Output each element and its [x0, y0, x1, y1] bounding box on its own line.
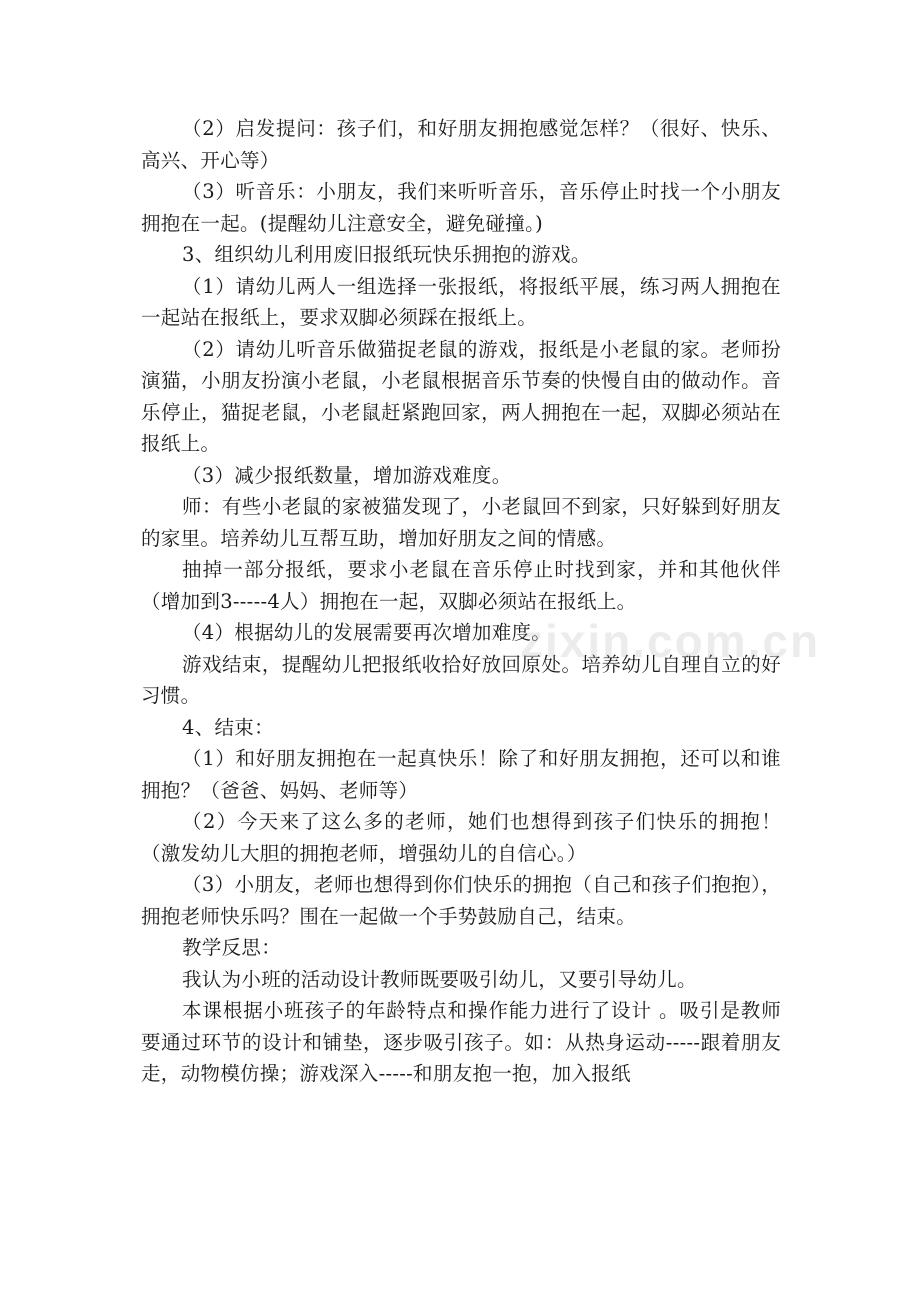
- paragraph-increase-difficulty: （4）根据幼儿的发展需要再次增加难度。: [182, 621, 552, 644]
- paragraph-hug-teachers: （2）今天来了这么多的老师，她们也想得到孩子们快乐的拥抱！（激发幼儿大胆的拥抱老师，增强幼儿的自信心。）: [141, 810, 781, 865]
- paragraph-remove-newspapers: 抽掉一部分报纸，要求小老鼠在音乐停止时找到家，并和其他伙伴（增加到3-----4人）拥抱在一起，双脚必须站在报纸上。: [141, 558, 781, 613]
- paragraph-closing-gesture: （3）小朋友，老师也想得到你们快乐的拥抱（自己和孩子们抱抱），拥抱老师快乐吗？围在一起做一个手势鼓励自己，结束。: [141, 873, 781, 928]
- paragraph-teacher-remark: 师：有些小老鼠的家被猫发现了，小老鼠回不到家，只好躲到好朋友的家里。培养幼儿互帮互助，增加好朋友之间的情感。: [141, 495, 781, 550]
- paragraph-step-3-heading: 3、组织幼儿利用废旧报纸玩快乐拥抱的游戏。: [182, 243, 591, 266]
- document-body: [141, 113, 781, 1090]
- paragraph-listen-music: （3）听音乐：小朋友，我们来听听音乐，音乐停止时找一个小朋友拥抱在一起。(提醒幼儿注意安全，避免碰撞。): [141, 180, 781, 235]
- paragraph-reflection-heading: 教学反思：: [182, 936, 282, 959]
- paragraph-cat-mouse-game: （2）请幼儿听音乐做猫捉老鼠的游戏，报纸是小老鼠的家。老师扮演猫，小朋友扮演小老鼠，小老鼠根据音乐节奏的快慢自由的做动作。音乐停止，猫捉老鼠，小老鼠赶紧跑回家，两人拥抱在一起，双脚必须站在报纸上。: [141, 337, 781, 455]
- paragraph-step-4-heading: 4、结束：: [182, 715, 274, 739]
- site-watermark: zixin.com.cn: [520, 615, 821, 667]
- paragraph-reflection-design: 本课根据小班孩子的年龄特点和操作能力进行了设计 。吸引是教师要通过环节的设计和铺垫，逐步吸引孩子。如：从热身运动-----跟着朋友走，动物模仿操；游戏深入-----和朋友抱一抱，加入报纸: [141, 999, 781, 1085]
- paragraph-pairs-newspaper: （1）请幼儿两人一组选择一张报纸，将报纸平展，练习两人拥抱在一起站在报纸上，要求双脚必须踩在报纸上。: [141, 274, 781, 329]
- paragraph-hug-friends: （1）和好朋友拥抱在一起真快乐！除了和好朋友拥抱，还可以和谁拥抱？（爸爸、妈妈、老师等）: [141, 747, 781, 802]
- paragraph-reflection-intro: 我认为小班的活动设计教师既要吸引幼儿，又要引导幼儿。: [182, 967, 697, 991]
- paragraph-reduce-newspapers: （3）减少报纸数量，增加游戏难度。: [182, 463, 512, 487]
- paragraph-game-end: 游戏结束，提醒幼儿把报纸收拾好放回原处。培养幼儿自理自立的好习惯。: [141, 652, 781, 707]
- paragraph-ask-feeling: （2）启发提问：孩子们，和好朋友拥抱感觉怎样？（很好、快乐、高兴、开心等）: [141, 117, 781, 172]
